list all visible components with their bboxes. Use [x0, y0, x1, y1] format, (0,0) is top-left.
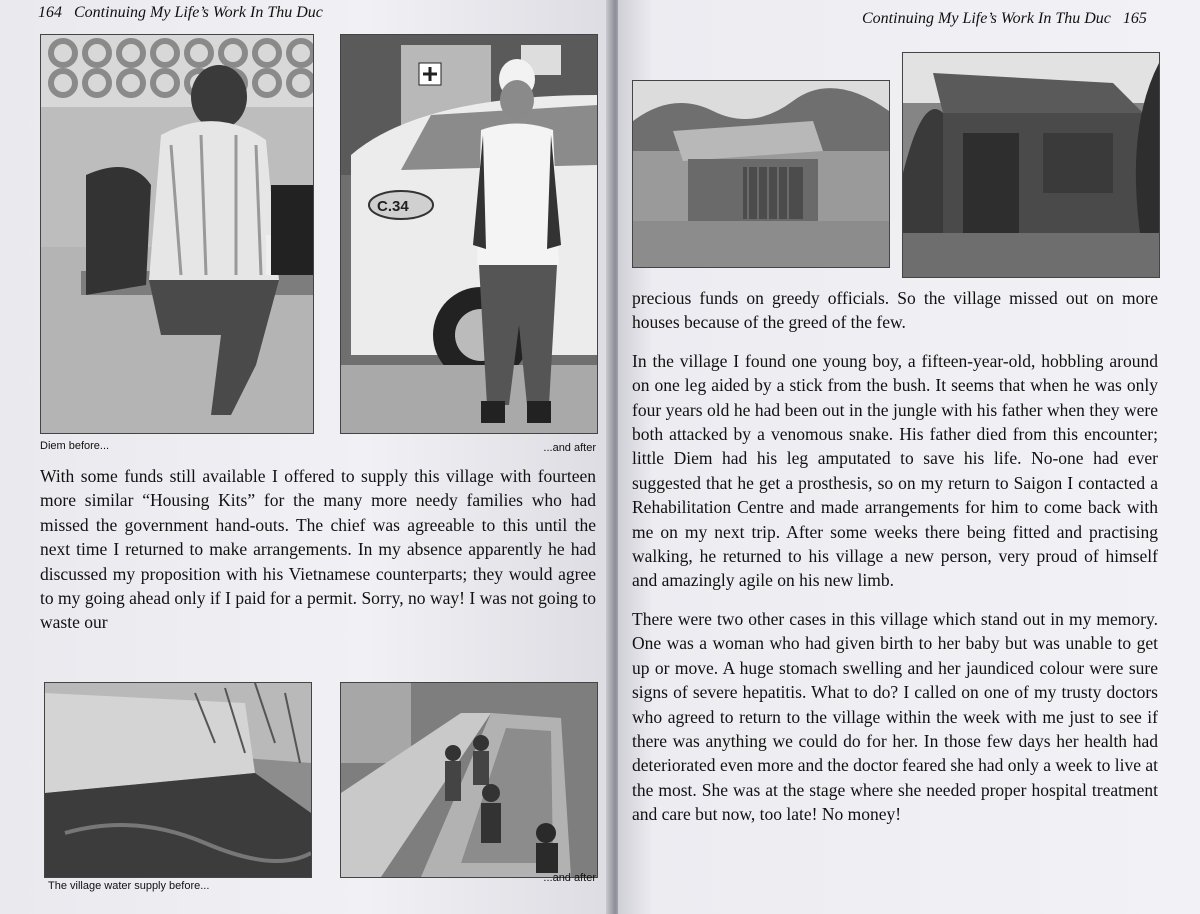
photo-water-before — [44, 682, 312, 878]
taxi-plate-text: C.34 — [377, 198, 409, 215]
caption-water-after: ...and after — [543, 872, 596, 884]
photo-diem-after — [340, 34, 598, 434]
photo-house-before — [632, 80, 890, 268]
right-page-number: 165 — [1122, 10, 1147, 27]
right-body-text — [632, 286, 1158, 827]
right-paragraph-1: precious funds on greedy officials. So the village missed out on more houses because of the greed of the few. — [632, 288, 1158, 333]
caption-diem-before: Diem before... — [40, 440, 110, 452]
right-page-header — [862, 10, 1155, 28]
photo-water-after — [340, 682, 598, 878]
photo-diem-before — [40, 34, 314, 434]
left-page-header — [30, 4, 323, 22]
left-running-title: Continuing My Life’s Work In Thu Duc — [74, 4, 323, 21]
caption-diem-after: ...and after — [543, 442, 596, 454]
photo-house-after — [902, 52, 1160, 278]
caption-water-before: The village water supply before... — [48, 880, 210, 892]
left-page-number: 164 — [38, 4, 62, 21]
right-page — [618, 0, 1200, 914]
right-running-title: Continuing My Life’s Work In Thu Duc — [862, 10, 1111, 27]
right-paragraph-2: In the village I found one young boy, a fifteen-year-old, hobbling around on one leg aided by a stick from the bush. It seems that when he was only four years old he had been out in the jungle with his father when they were both attacked by a venomous snake. His father died from this encounter; little Diem had his leg amputated to save his life. No-one had ever suggested that he get a prosthesis, so on my return to Saigon I contacted a Rehabilitation Centre and made arrangements for him to come back with me on my next trip. After some weeks there being fitted and practising walking, he returned to his village a new person, very proud of himself and amazingly agile on his new limb. — [632, 350, 1158, 591]
left-body-text — [40, 464, 596, 635]
left-paragraph: With some funds still available I offered to supply this village with fourteen more similar “Housing Kits” for the many more needy families who had missed the government hand-outs. The chief was agreeable to this until the next time I returned to make arrangements. In my absence apparently he had discussed my proposition with his Vietnamese counterparts; they would agree to my going ahead only if I paid for a permit. Sorry, no way! I was not going to waste our — [40, 466, 596, 633]
right-paragraph-3: There were two other cases in this village which stand out in my memory. One was a woman who had given birth to her baby but was unable to get up or move. A huge stomach swelling and her jaundiced colour were sure signs of severe hepatitis. What to do? I called on one of my trusty doctors who agreed to return to the village within the week with me just to see if there was anything we could do for her. In those few days her health had deteriorated even more and the doctor feared she had only a week to live at the most. She was at the stage where she needed proper hospital treatment and care but now, too late! No money! — [632, 608, 1158, 825]
